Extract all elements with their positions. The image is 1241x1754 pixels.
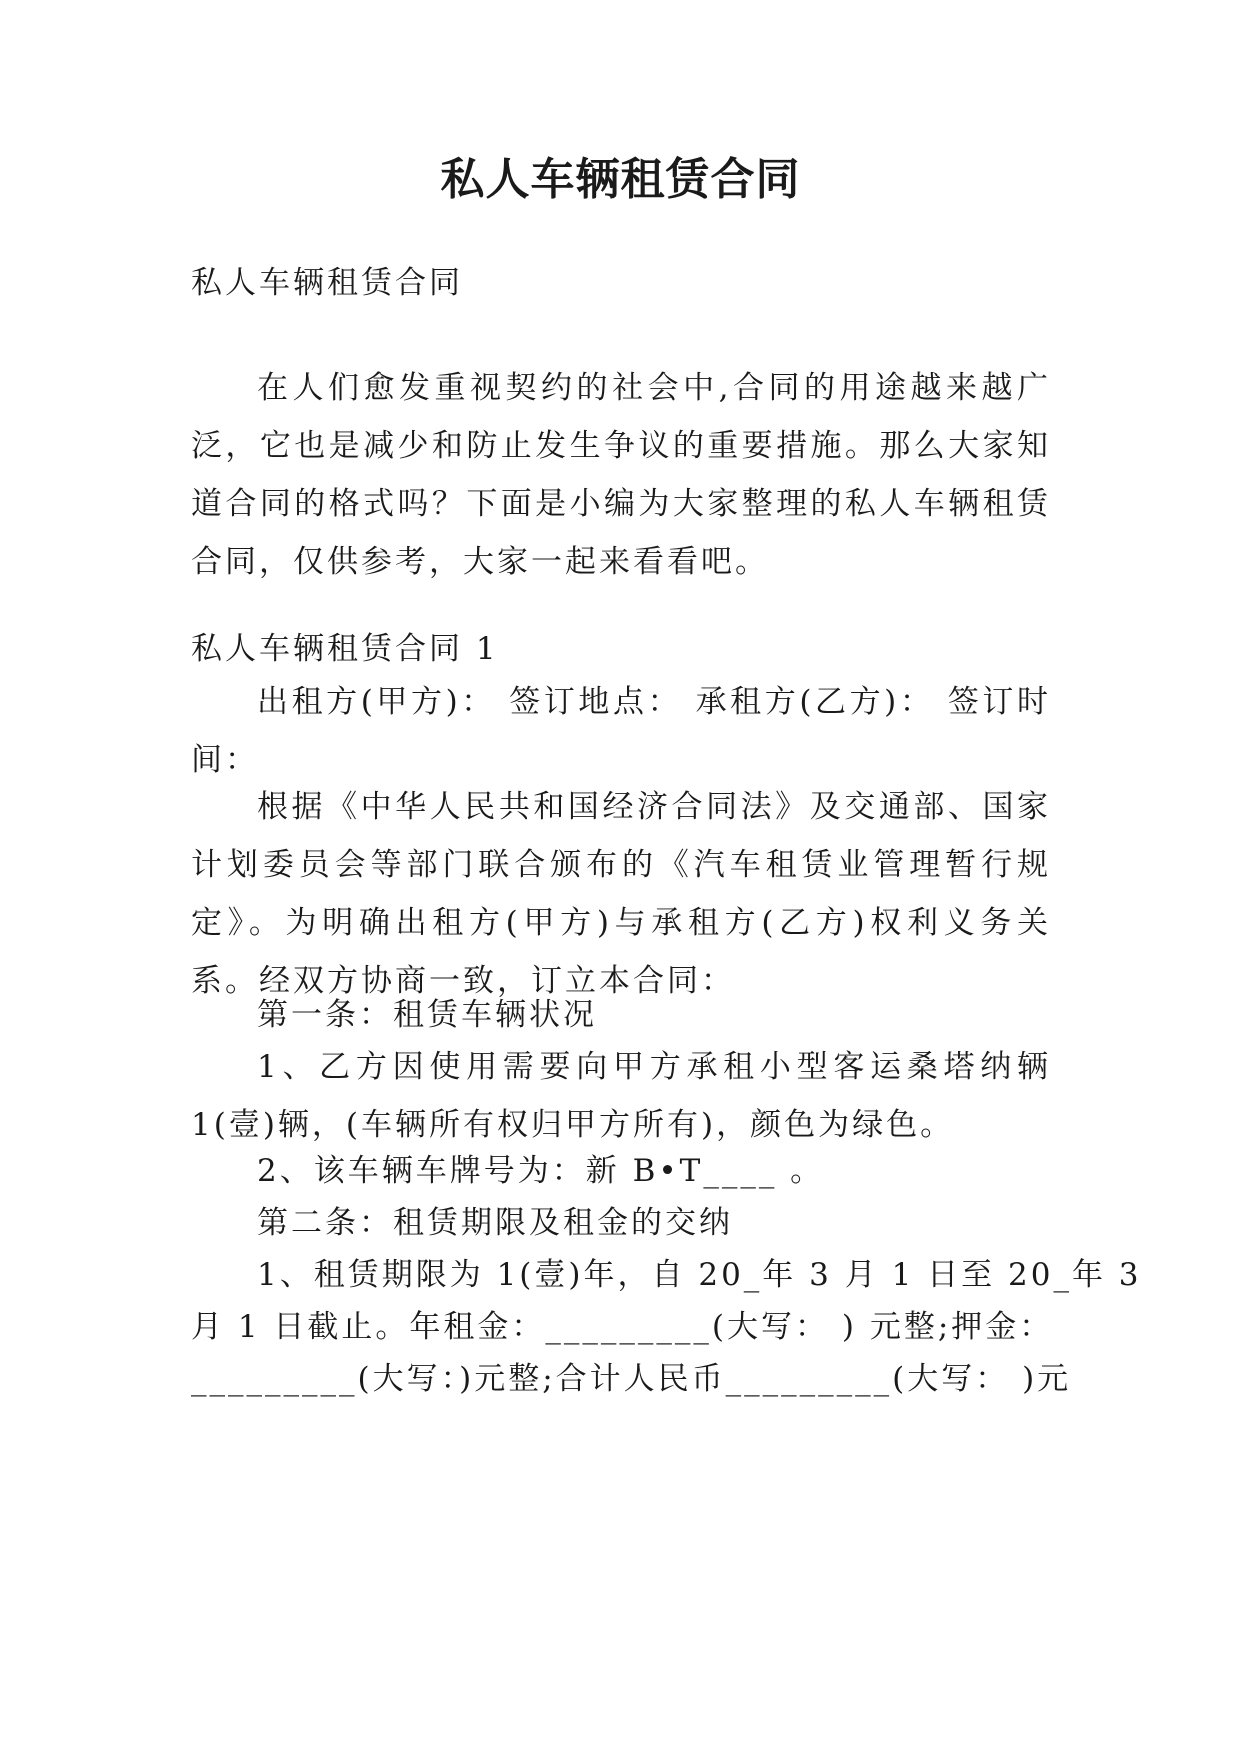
parties-paragraph: 出租方(甲方)： 签订地点： 承租方(乙方)： 签订时间： xyxy=(191,684,1051,778)
article-2-item-1-line-1: 1、租赁期限为 1(壹)年，自 20_年 3 月 1 日至 20_年 3 xyxy=(257,1257,1142,1293)
article-2-item-1-line-2: 月 1 日截止。年租金：_________(大写： ) 元整;押金： xyxy=(191,1309,1054,1345)
document-title: 私人车辆租赁合同 xyxy=(440,154,801,205)
document-subtitle: 私人车辆租赁合同 xyxy=(191,265,463,301)
intro-paragraph: 在人们愈发重视契约的社会中,合同的用途越来越广泛，它也是减少和防止发生争议的重要措施。那么大家知道合同的格式吗？下面是小编为大家整理的私人车辆租赁合同，仅供参考，大家一起来看看吧。 xyxy=(191,370,1051,580)
article-2-item-1-line-3: _________(大写：)元整;合计人民币_________(大写： )元 xyxy=(191,1361,1072,1397)
article-1-item-2: 2、该车辆车牌号为：新 B•T____ 。 xyxy=(257,1153,825,1189)
article-1-item-1: 1、乙方因使用需要向甲方承租小型客运桑塔纳辆 1(壹)辆，(车辆所有权归甲方所有)，颜色为绿色。 xyxy=(191,1049,1051,1143)
article-1-heading: 第一条：租赁车辆状况 xyxy=(257,997,597,1033)
article-2-heading: 第二条：租赁期限及租金的交纳 xyxy=(257,1205,733,1241)
section-heading: 私人车辆租赁合同 1 xyxy=(191,631,499,667)
legal-basis-paragraph: 根据《中华人民共和国经济合同法》及交通部、国家计划委员会等部门联合颁布的《汽车租赁业管理暂行规定》。为明确出租方(甲方)与承租方(乙方)权利义务关系。经双方协商一致，订立本合同： xyxy=(191,789,1051,999)
